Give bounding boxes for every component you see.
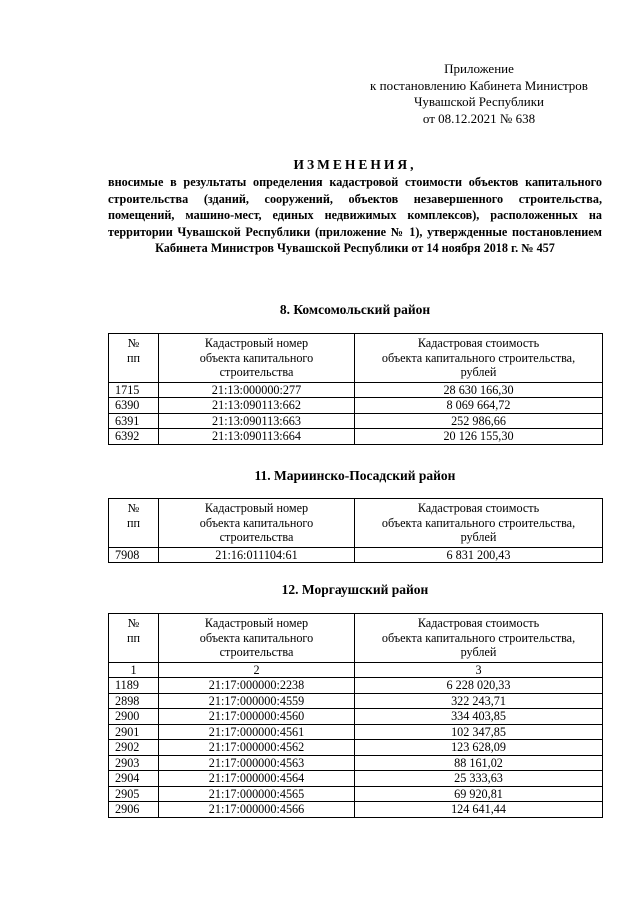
table-row [109,802,603,818]
district-title: 8. Комсомольский район [279,302,431,317]
cadastral-number: 21:16:011104:61 [159,547,355,563]
header-cell [109,499,159,548]
table-header-row [109,614,603,663]
district-title: 11. Мариинско-Посадский район [254,468,456,483]
row-number: 1715 [109,382,159,398]
cadastral-cost: 6 228 020,33 [355,678,603,694]
header-text: № [127,616,140,630]
table-row [109,413,603,429]
cadastral-cost: 8 069 664,72 [355,398,603,414]
cadastral-cost: 88 161,02 [355,755,603,771]
cadastral-table [108,333,603,445]
row-number: 1189 [109,678,159,694]
header-text: пп [126,630,141,645]
header-text: строительства [219,365,294,379]
row-number: 6391 [109,413,159,429]
row-number: 2902 [109,740,159,756]
header-text: пп [126,350,141,365]
header-text: Кадастровая стоимость [417,501,540,515]
header-cell [159,614,355,663]
cadastral-table [108,498,603,563]
cadastral-cost: 20 126 155,30 [355,429,603,445]
header-text: пп [126,515,141,530]
cadastral-number: 21:17:000000:4565 [159,786,355,802]
header-text: строительства [219,530,294,544]
cadastral-cost: 102 347,85 [355,724,603,740]
header-text: рублей [460,365,497,379]
cadastral-cost: 6 831 200,43 [355,547,603,563]
cadastral-cost: 25 333,63 [355,771,603,787]
header-text: № [127,501,140,515]
table-row [109,724,603,740]
row-number: 6392 [109,429,159,445]
column-number: 3 [355,662,603,678]
cadastral-number: 21:13:090113:662 [159,398,355,414]
row-number: 2901 [109,724,159,740]
header-cell [109,334,159,383]
cadastral-number: 21:17:000000:4566 [159,802,355,818]
header-text: объекта капитального [199,350,314,365]
row-number: 2905 [109,786,159,802]
header-cell [355,614,603,663]
column-number: 2 [159,662,355,678]
cadastral-number: 21:13:000000:277 [159,382,355,398]
cadastral-cost: 28 630 166,30 [355,382,603,398]
header-text: Кадастровая стоимость [417,336,540,350]
row-number: 7908 [109,547,159,563]
cadastral-cost: 252 986,66 [355,413,603,429]
header-text: объекта капитального [199,515,314,530]
row-number: 2900 [109,709,159,725]
cadastral-cost: 322 243,71 [355,693,603,709]
appendix-reference [340,61,618,127]
document-subtitle: вносимые в результаты определения кадастровой стоимости объектов капитального строительства (зданий, сооружений, объектов незавершенного строительства, помещений, машино-мест, единых недвижимых комплексов), расположенных на территории Чувашской Республики (приложение № 1), утвержденные постановлением Кабинета Министров Чувашской Республики от 14 ноября 2018 г. № 457 [108,175,602,255]
table-header-row [109,499,603,548]
appendix-date-line: от 08.12.2021 № 638 [422,110,536,126]
header-text: объекта капитального строительства, [381,630,576,645]
header-text: рублей [460,530,497,544]
table-row [109,398,603,414]
table-row [109,547,603,563]
header-text: Кадастровый номер [204,336,309,350]
district-title: 12. Моргаушский район [281,582,429,597]
row-number: 6390 [109,398,159,414]
column-number: 1 [109,662,159,678]
header-text: № [127,336,140,350]
appendix-line: к постановлению Кабинета Министров [370,77,588,93]
cadastral-number: 21:17:000000:4563 [159,755,355,771]
cadastral-number: 21:17:000000:2238 [159,678,355,694]
column-number-row [109,662,603,678]
cadastral-number: 21:17:000000:4559 [159,693,355,709]
table-row [109,693,603,709]
table-row [109,429,603,445]
table-row [109,709,603,725]
header-text: Кадастровая стоимость [417,616,540,630]
cadastral-number: 21:17:000000:4560 [159,709,355,725]
cadastral-cost: 123 628,09 [355,740,603,756]
cadastral-cost: 334 403,85 [355,709,603,725]
cadastral-number: 21:17:000000:4562 [159,740,355,756]
table-row [109,771,603,787]
document-heading: ИЗМЕНЕНИЯ, [293,157,417,172]
cadastral-cost: 124 641,44 [355,802,603,818]
row-number: 2898 [109,693,159,709]
cadastral-number: 21:17:000000:4564 [159,771,355,787]
header-cell [159,334,355,383]
table-row [109,382,603,398]
header-text: объекта капитального строительства, [381,515,576,530]
header-text: строительства [219,645,294,659]
table-row [109,678,603,694]
cadastral-number: 21:13:090113:664 [159,429,355,445]
header-text: объекта капитального [199,630,314,645]
table-row [109,740,603,756]
row-number: 2904 [109,771,159,787]
row-number: 2906 [109,802,159,818]
header-text: рублей [460,645,497,659]
cadastral-number: 21:17:000000:4561 [159,724,355,740]
header-cell [355,334,603,383]
row-number: 2903 [109,755,159,771]
cadastral-cost: 69 920,81 [355,786,603,802]
table-row [109,786,603,802]
header-text: объекта капитального строительства, [381,350,576,365]
appendix-line: Чувашской Республики [413,94,545,109]
header-text: Кадастровый номер [204,616,309,630]
cadastral-table [108,613,603,818]
appendix-line: Приложение [444,61,514,76]
table-header-row [109,334,603,383]
header-cell [159,499,355,548]
header-cell [355,499,603,548]
header-cell [109,614,159,663]
table-row [109,755,603,771]
header-text: Кадастровый номер [204,501,309,515]
cadastral-number: 21:13:090113:663 [159,413,355,429]
